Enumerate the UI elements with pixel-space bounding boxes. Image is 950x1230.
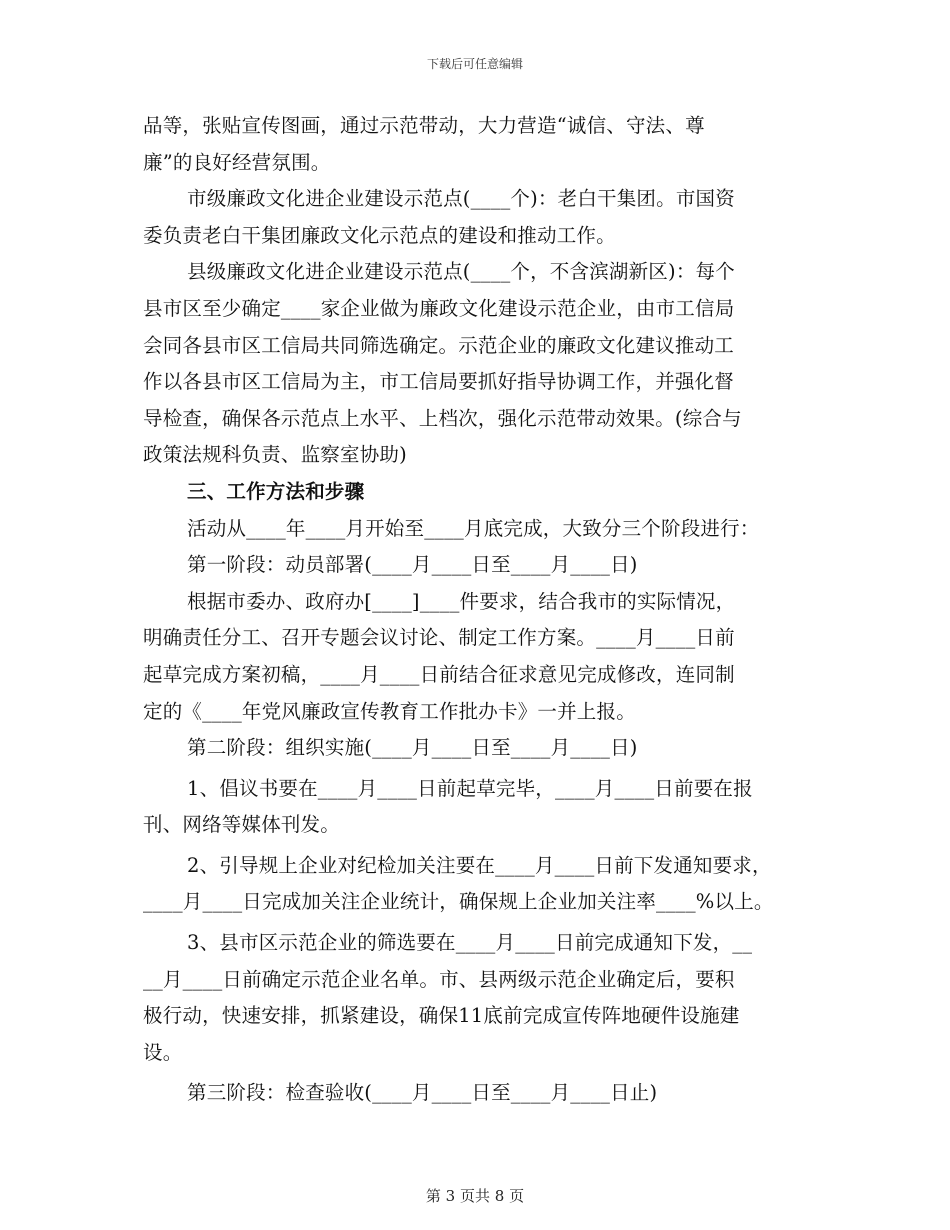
list-item-line: 刊、网络等媒体刊发。 [143, 813, 341, 837]
paragraph-line: 品等，张贴宣传图画，通过示范带动，大力营造“诚信、守法、尊 [143, 114, 705, 137]
paragraph-line: 委负责老白干集团廉政文化示范点的建设和推动工作。 [143, 223, 616, 247]
paragraph-line: 明确责任分工、召开专题会议讨论、制定工作方案。____月____日前 [143, 626, 735, 650]
list-item-line: ____月____日完成加关注企业统计，确保规上企业加关注率____%以上。 [143, 890, 774, 914]
list-item-line: 设。 [143, 1040, 183, 1064]
stage-heading: 第二阶段：组织实施(____月____日至____月____日) [187, 736, 638, 760]
paragraph-line: 导检查，确保各示范点上水平、上档次，强化示范带动效果。(综合与 [143, 406, 742, 430]
paragraph-line: 作以各县市区工信局为主，市工信局要抓好指导协调工作，并强化督 [143, 370, 735, 394]
paragraph-line: 县级廉政文化进企业建设示范点(____个，不含滨湖新区)：每个 [187, 260, 735, 284]
paragraph-line: 会同各县市区工信局共同筛选确定。示范企业的廉政文化建议推动工 [143, 333, 735, 357]
paragraph-line: 县市区至少确定____家企业做为廉政文化建设示范企业，由市工信局 [143, 296, 735, 320]
paragraph-line: 廉”的良好经营氛围。 [143, 150, 331, 174]
list-item-line: __月____日前确定示范企业名单。市、县两级示范企业确定后，要积 [143, 967, 735, 991]
stage-heading: 第三阶段：检查验收(____月____日至____月____日止) [187, 1081, 658, 1105]
list-item-line: 2、引导规上企业对纪检加关注要在____月____日前下发通知要求， [187, 853, 772, 877]
paragraph-line: 根据市委办、政府办[____]____件要求，结合我市的实际情况， [187, 589, 736, 613]
stage-heading: 第一阶段：动员部署(____月____日至____月____日) [187, 553, 638, 577]
page-footer: 第 3 页共 8 页 [425, 1187, 525, 1205]
paragraph-line: 活动从____年____月开始至____月底完成，大致分三个阶段进行： [187, 516, 760, 540]
paragraph-line: 市级廉政文化进企业建设示范点(____个)：老白干集团。市国资 [187, 187, 735, 211]
list-item-line: 极行动，快速安排，抓紧建设，确保11底前完成宣传阵地硬件设施建 [143, 1004, 740, 1028]
paragraph-line: 政策法规科负责、监察室协助) [143, 443, 407, 467]
paragraph-line: 起草完成方案初稿，____月____日前结合征求意见完成修改，连同制 [143, 662, 735, 686]
list-item-line: 3、县市区示范企业的筛选要在____月____日前完成通知下发，__ [187, 931, 753, 955]
paragraph-line: 定的《____年党风廉政宣传教育工作批办卡》一并上报。 [143, 699, 636, 723]
document-body [143, 108, 833, 1112]
section-heading: 三、工作方法和步骤 [187, 479, 365, 503]
list-item-line: 1、倡议书要在____月____日前起草完毕，____月____日前要在报 [187, 776, 753, 800]
page-header: 下载后可任意编辑 [426, 57, 523, 71]
